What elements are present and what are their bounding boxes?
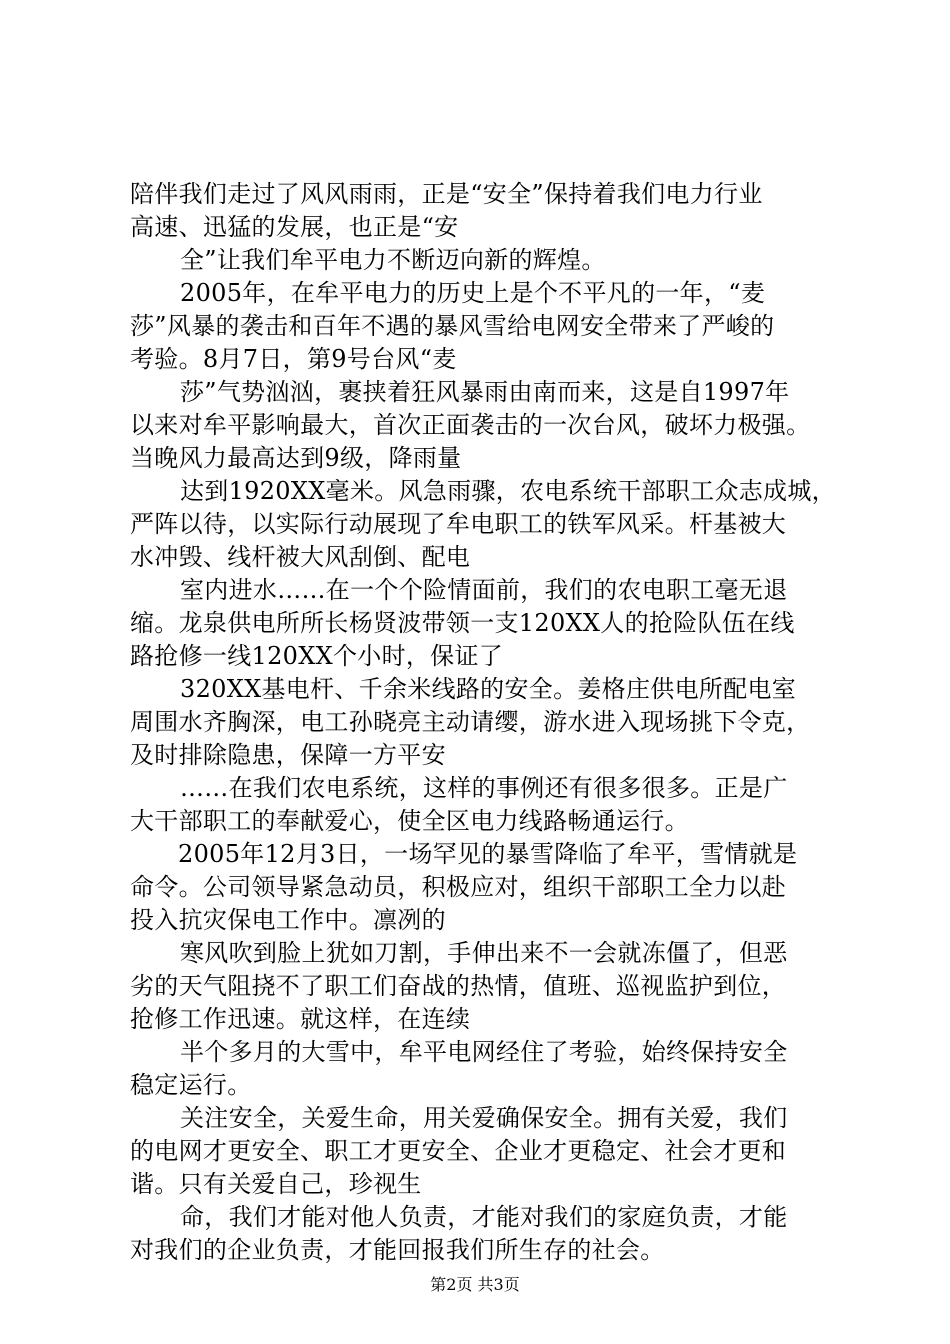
text-line: 缩。龙泉供电所所长杨贤波带领一支120XX人的抢险队伍在线 xyxy=(130,609,795,637)
text-line: 投入抗灾保电工作中。凛冽的 xyxy=(130,906,446,934)
text-line: 命令。公司领导紧急动员，积极应对，组织干部职工全力以赴 xyxy=(130,873,787,901)
text-line: 全”让我们牟平电力不断迈向新的辉煌。 xyxy=(180,246,606,274)
text-line: 的电网才更安全、职工才更安全、企业才更稳定、社会才更和 xyxy=(130,1137,787,1165)
page-footer: 第2页 共3页 xyxy=(430,1275,520,1294)
text-line: 周围水齐胸深，电工孙晓亮主动请缨，游水进入现场挑下令克， xyxy=(130,708,811,736)
text-line: 陪伴我们走过了风风雨雨，正是“安全”保持着我们电力行业 xyxy=(130,180,763,208)
text-line: 考验。8月7日，第9号台风“麦 xyxy=(130,345,457,373)
text-line: 半个多月的大雪中，牟平电网经住了考验，始终保持安全 xyxy=(180,1038,788,1066)
text-line: 关注安全，关爱生命，用关爱确保安全。拥有关爱，我们 xyxy=(180,1104,788,1132)
text-line: 严阵以待，以实际行动展现了牟电职工的铁军风采。杆基被大 xyxy=(130,510,787,538)
text-line: 达到1920XX毫米。风急雨骤，农电系统干部职工众志成城， xyxy=(180,477,836,505)
text-line: 2005年，在牟平电力的历史上是个不平凡的一年，“麦 xyxy=(180,279,766,307)
text-line: 320XX基电杆、千余米线路的安全。姜格庄供电所配电室 xyxy=(180,675,797,703)
text-line: 谐。只有关爱自己，珍视生 xyxy=(130,1170,422,1198)
text-line: 劣的天气阻挠不了职工们奋战的热情，值班、巡视监护到位， xyxy=(130,972,787,1000)
text-line: 室内进水……在一个个险情面前，我们的农电职工毫无退 xyxy=(180,576,788,604)
text-line: 当晚风力最高达到9级，降雨量 xyxy=(130,444,462,472)
text-line: 抢修工作迅速。就这样，在连续 xyxy=(130,1005,471,1033)
text-line: 莎”气势汹汹，裹挟着狂风暴雨由南而来，这是自1997年 xyxy=(180,378,790,406)
text-line: 对我们的企业负责，才能回报我们所生存的社会。 xyxy=(130,1236,665,1264)
text-line: 稳定运行。 xyxy=(130,1071,252,1099)
text-line: ……在我们农电系统，这样的事例还有很多很多。正是广 xyxy=(180,774,788,802)
text-line: 高速、迅猛的发展，也正是“安 xyxy=(130,213,459,241)
text-line: 2005年12月3日，一场罕见的暴雪降临了牟平，雪情就是 xyxy=(178,840,798,868)
text-line: 水冲毁、线杆被大风刮倒、配电 xyxy=(130,543,471,571)
text-line: 莎”风暴的袭击和百年不遇的暴风雪给电网安全带来了严峻的 xyxy=(130,312,775,340)
text-line: 命，我们才能对他人负责，才能对我们的家庭负责，才能 xyxy=(180,1203,788,1231)
text-line: 大干部职工的奉献爱心，使全区电力线路畅通运行。 xyxy=(130,807,689,835)
text-line: 寒风吹到脸上犹如刀割，手伸出来不一会就冻僵了，但恶 xyxy=(180,939,788,967)
text-line: 路抢修一线120XX个小时，保证了 xyxy=(130,642,504,670)
text-line: 以来对牟平影响最大，首次正面袭击的一次台风，破坏力极强。 xyxy=(130,411,811,439)
text-line: 及时排除隐患，保障一方平安 xyxy=(130,741,446,769)
